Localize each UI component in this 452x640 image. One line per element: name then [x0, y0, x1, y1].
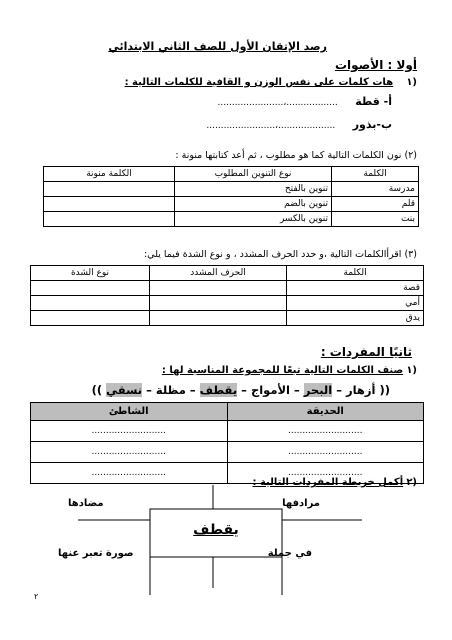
- table-cell: بنت: [332, 212, 419, 227]
- q2-text: (٢) نون الكلمات التالية كما هو مطلوب ، ثم أعد كتابتها منونة :: [175, 150, 417, 161]
- word-bank-sep: –: [189, 383, 196, 397]
- word-bank-word: الأمواج: [250, 383, 291, 397]
- s2-q2-text: أكمل خريطة المفردات التالية :: [252, 477, 404, 488]
- label-picture: صورة تعبر عنها: [58, 548, 134, 559]
- word-bank-sep: –: [146, 383, 152, 397]
- word-bank-sep: –: [241, 383, 247, 397]
- answer-cell[interactable]: ..........................: [31, 442, 228, 463]
- section1-heading: أولا : الأصوات: [334, 58, 417, 72]
- word-bank-word: نسقي: [106, 383, 143, 397]
- table-cell: يدق: [287, 311, 424, 326]
- table-cell: قلم: [332, 197, 419, 212]
- label-synonym: مرادفها: [282, 498, 320, 509]
- section2-heading: ثانيًا المفردات :: [320, 345, 412, 359]
- q1-item-label: أ- قطة: [355, 95, 392, 108]
- word-bank-word: مظلة: [155, 383, 186, 397]
- q1-text: هات كلمات على نفس الوزن و القافية للكلمات التالية :: [124, 77, 394, 88]
- table-cell: تنوين بالضم: [175, 197, 332, 212]
- word-bank-word: يقطف: [199, 383, 238, 397]
- answer-cell[interactable]: ..........................: [227, 421, 424, 442]
- table-header: الكلمة: [287, 266, 424, 281]
- word-bank-open: ((: [379, 383, 390, 397]
- word-bank-sep: –: [336, 383, 342, 397]
- s2-q2-number: (٢: [406, 477, 417, 488]
- word-bank-close: )): [91, 383, 103, 397]
- table-header: الحديقة: [227, 403, 424, 421]
- table-header: الكلمة منونة: [44, 167, 175, 182]
- vocab-center-word: يقطف: [193, 522, 239, 538]
- label-antonym: مضادها: [68, 498, 104, 509]
- label-in-sentence: في جملة: [267, 548, 312, 559]
- page-number: ٢: [34, 592, 39, 601]
- table-header: الحرف المشدد: [150, 266, 287, 281]
- s2-q1-number: (١: [406, 365, 417, 376]
- page-title: رصد الإتقان الأول للصف الثاني الابتدائي: [108, 40, 327, 53]
- answer-cell[interactable]: ..........................: [31, 421, 228, 442]
- table-cell: مدرسة: [332, 182, 419, 197]
- answer-cell[interactable]: ..........................: [227, 463, 424, 484]
- table-header: نوع التنوين المطلوب: [175, 167, 332, 182]
- word-bank-word: البحر: [303, 383, 333, 397]
- q3-text: (٣) اقرأالكلمات التالية ،و حدد الحرف المشدد ، و نوع الشدة فيما يلي:: [143, 249, 417, 260]
- table-header: الشاطئ: [31, 403, 228, 421]
- table-header: نوع الشدة: [31, 266, 150, 281]
- q1-item-dots: ....................،........................: [206, 121, 336, 131]
- table-cell: قصة: [287, 281, 424, 296]
- q1-item-label: ب-بذور: [352, 118, 392, 131]
- answer-cell[interactable]: ..........................: [31, 463, 228, 484]
- q1-item-dots: ..................،.......................: [217, 98, 338, 108]
- answer-cell[interactable]: ..........................: [227, 442, 424, 463]
- s2-q1-text: صنف الكلمات التالية تبعًا للمجموعة المناسبة لها :: [161, 365, 404, 376]
- word-bank-word: أزهار: [345, 383, 376, 397]
- table-header: الكلمة: [332, 167, 419, 182]
- word-bank-sep: –: [294, 383, 300, 397]
- q1-number: (١: [406, 77, 417, 88]
- table-cell: تنوين بالفتح: [175, 182, 332, 197]
- table-cell: تنوين بالكسر: [175, 212, 332, 227]
- table-cell: أمي: [287, 296, 424, 311]
